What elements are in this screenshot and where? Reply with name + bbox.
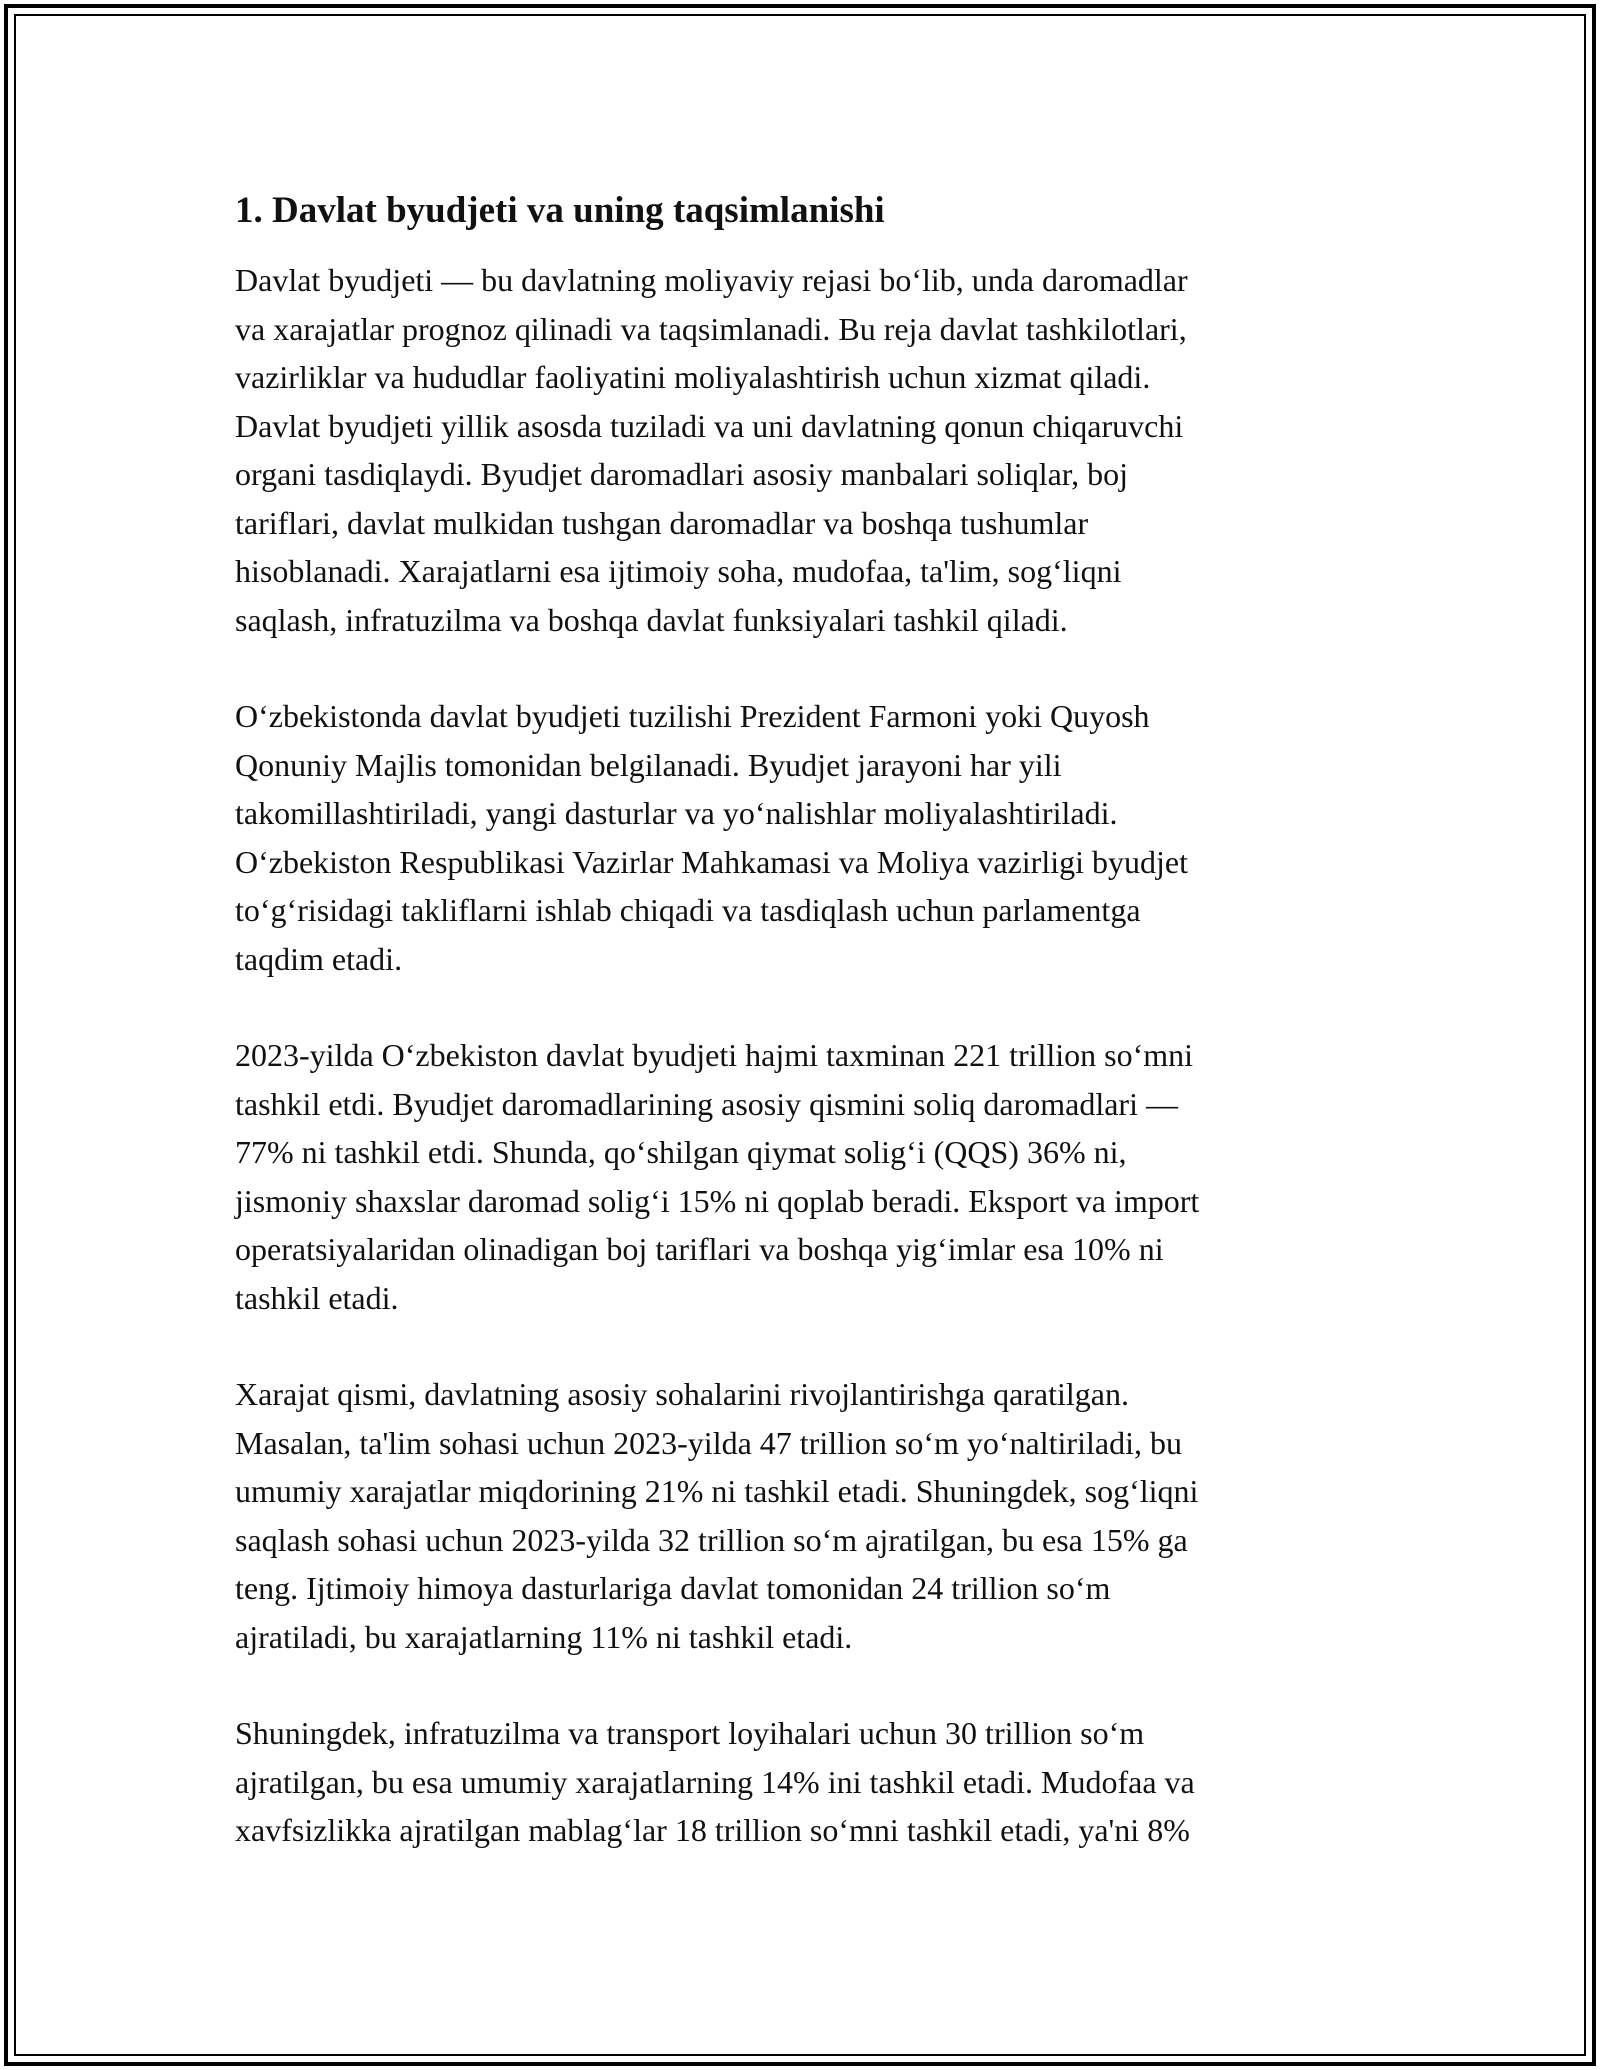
text-line: ajratilgan, bu esa umumiy xarajatlarning 14% ini tashkil etadi. Mudofaa va [235, 1763, 1195, 1800]
text-line: Masalan, ta'lim sohasi uchun 2023-yilda 47 trillion so‘m yo‘naltiriladi, bu [235, 1424, 1182, 1461]
text-line: jismoniy shaxslar daromad solig‘i 15% ni qoplab beradi. Eksport va import [235, 1182, 1200, 1219]
text-line: Davlat byudjeti — bu davlatning moliyaviy rejasi bo‘lib, unda daromadlar [235, 262, 1188, 298]
paragraph-4 [235, 1370, 1365, 1661]
text-line: vazirliklar va hududlar faoliyatini moliyalashtirish uchun xizmat qiladi. [235, 359, 1151, 395]
text-line: Davlat byudjeti yillik asosda tuziladi va uni davlatning qonun chiqaruvchi [235, 407, 1184, 444]
text-line: hisoblanadi. Xarajatlarni esa ijtimoiy soha, mudofaa, ta'lim, sog‘liqni [235, 553, 1122, 589]
text-line: takomillashtiriladi, yangi dasturlar va yo‘nalishlar moliyalashtiriladi. [235, 795, 1118, 831]
text-line: va xarajatlar prognoz qilinadi va taqsimlanadi. Bu reja davlat tashkilotlari, [235, 310, 1187, 347]
text-line: to‘g‘risidagi takliflarni ishlab chiqadi va tasdiqlash uchun parlamentga [235, 892, 1141, 928]
text-line: operatsiyalaridan olinadigan boj tariflari va boshqa yig‘imlar esa 10% ni [235, 1231, 1164, 1267]
text-line: tashkil etdi. Byudjet daromadlarining asosiy qismini soliq daromadlari — [235, 1085, 1178, 1122]
text-line: organi tasdiqlaydi. Byudjet daromadlari asosiy manbalari soliqlar, boj [235, 456, 1129, 492]
paragraph-3 [235, 1031, 1365, 1322]
text-line: Xarajat qismi, davlatning asosiy sohalarini rivojlantirishga qaratilgan. [235, 1376, 1129, 1412]
text-line: taqdim etadi. [235, 940, 403, 977]
text-line: 2023-yilda O‘zbekiston davlat byudjeti hajmi taxminan 221 trillion so‘mni [235, 1037, 1194, 1073]
document-body [235, 185, 1365, 1903]
text-line: Shuningdek, infratuzilma va transport loyihalari uchun 30 trillion so‘m [235, 1715, 1145, 1751]
text-line: ajratiladi, bu xarajatlarning 11% ni tashkil etadi. [235, 1618, 853, 1655]
text-line: umumiy xarajatlar miqdorining 21% ni tashkil etadi. Shuningdek, sog‘liqni [235, 1473, 1199, 1509]
text-line: O‘zbekistonda davlat byudjeti tuzilishi Prezident Farmoni yoki Quyosh [235, 698, 1150, 734]
text-line: teng. Ijtimoiy himoya dasturlariga davlat tomonidan 24 trillion so‘m [235, 1570, 1111, 1606]
paragraph-2 [235, 692, 1365, 983]
text-line: saqlash sohasi uchun 2023-yilda 32 trillion so‘m ajratilgan, bu esa 15% ga [235, 1521, 1188, 1558]
paragraph-5 [235, 1709, 1365, 1855]
text-line: 77% ni tashkil etdi. Shunda, qo‘shilgan qiymat solig‘i (QQS) 36% ni, [235, 1134, 1127, 1170]
section-title: 1. Davlat byudjeti va uning taqsimlanishi [235, 190, 885, 231]
text-line: saqlash, infratuzilma va boshqa davlat funksiyalari tashkil qiladi. [235, 601, 1068, 638]
text-line: xavfsizlikka ajratilgan mablag‘lar 18 trillion so‘mni tashkil etadi, ya'ni 8% [235, 1812, 1190, 1848]
text-line: tashkil etadi. [235, 1279, 399, 1316]
text-line: Qonuniy Majlis tomonidan belgilanadi. Byudjet jarayoni har yili [235, 746, 1062, 783]
text-line: O‘zbekiston Respublikasi Vazirlar Mahkamasi va Moliya vazirligi byudjet [235, 843, 1188, 880]
paragraph-1 [235, 256, 1365, 644]
text-line: tariflari, davlat mulkidan tushgan daromadlar va boshqa tushumlar [235, 504, 1089, 541]
